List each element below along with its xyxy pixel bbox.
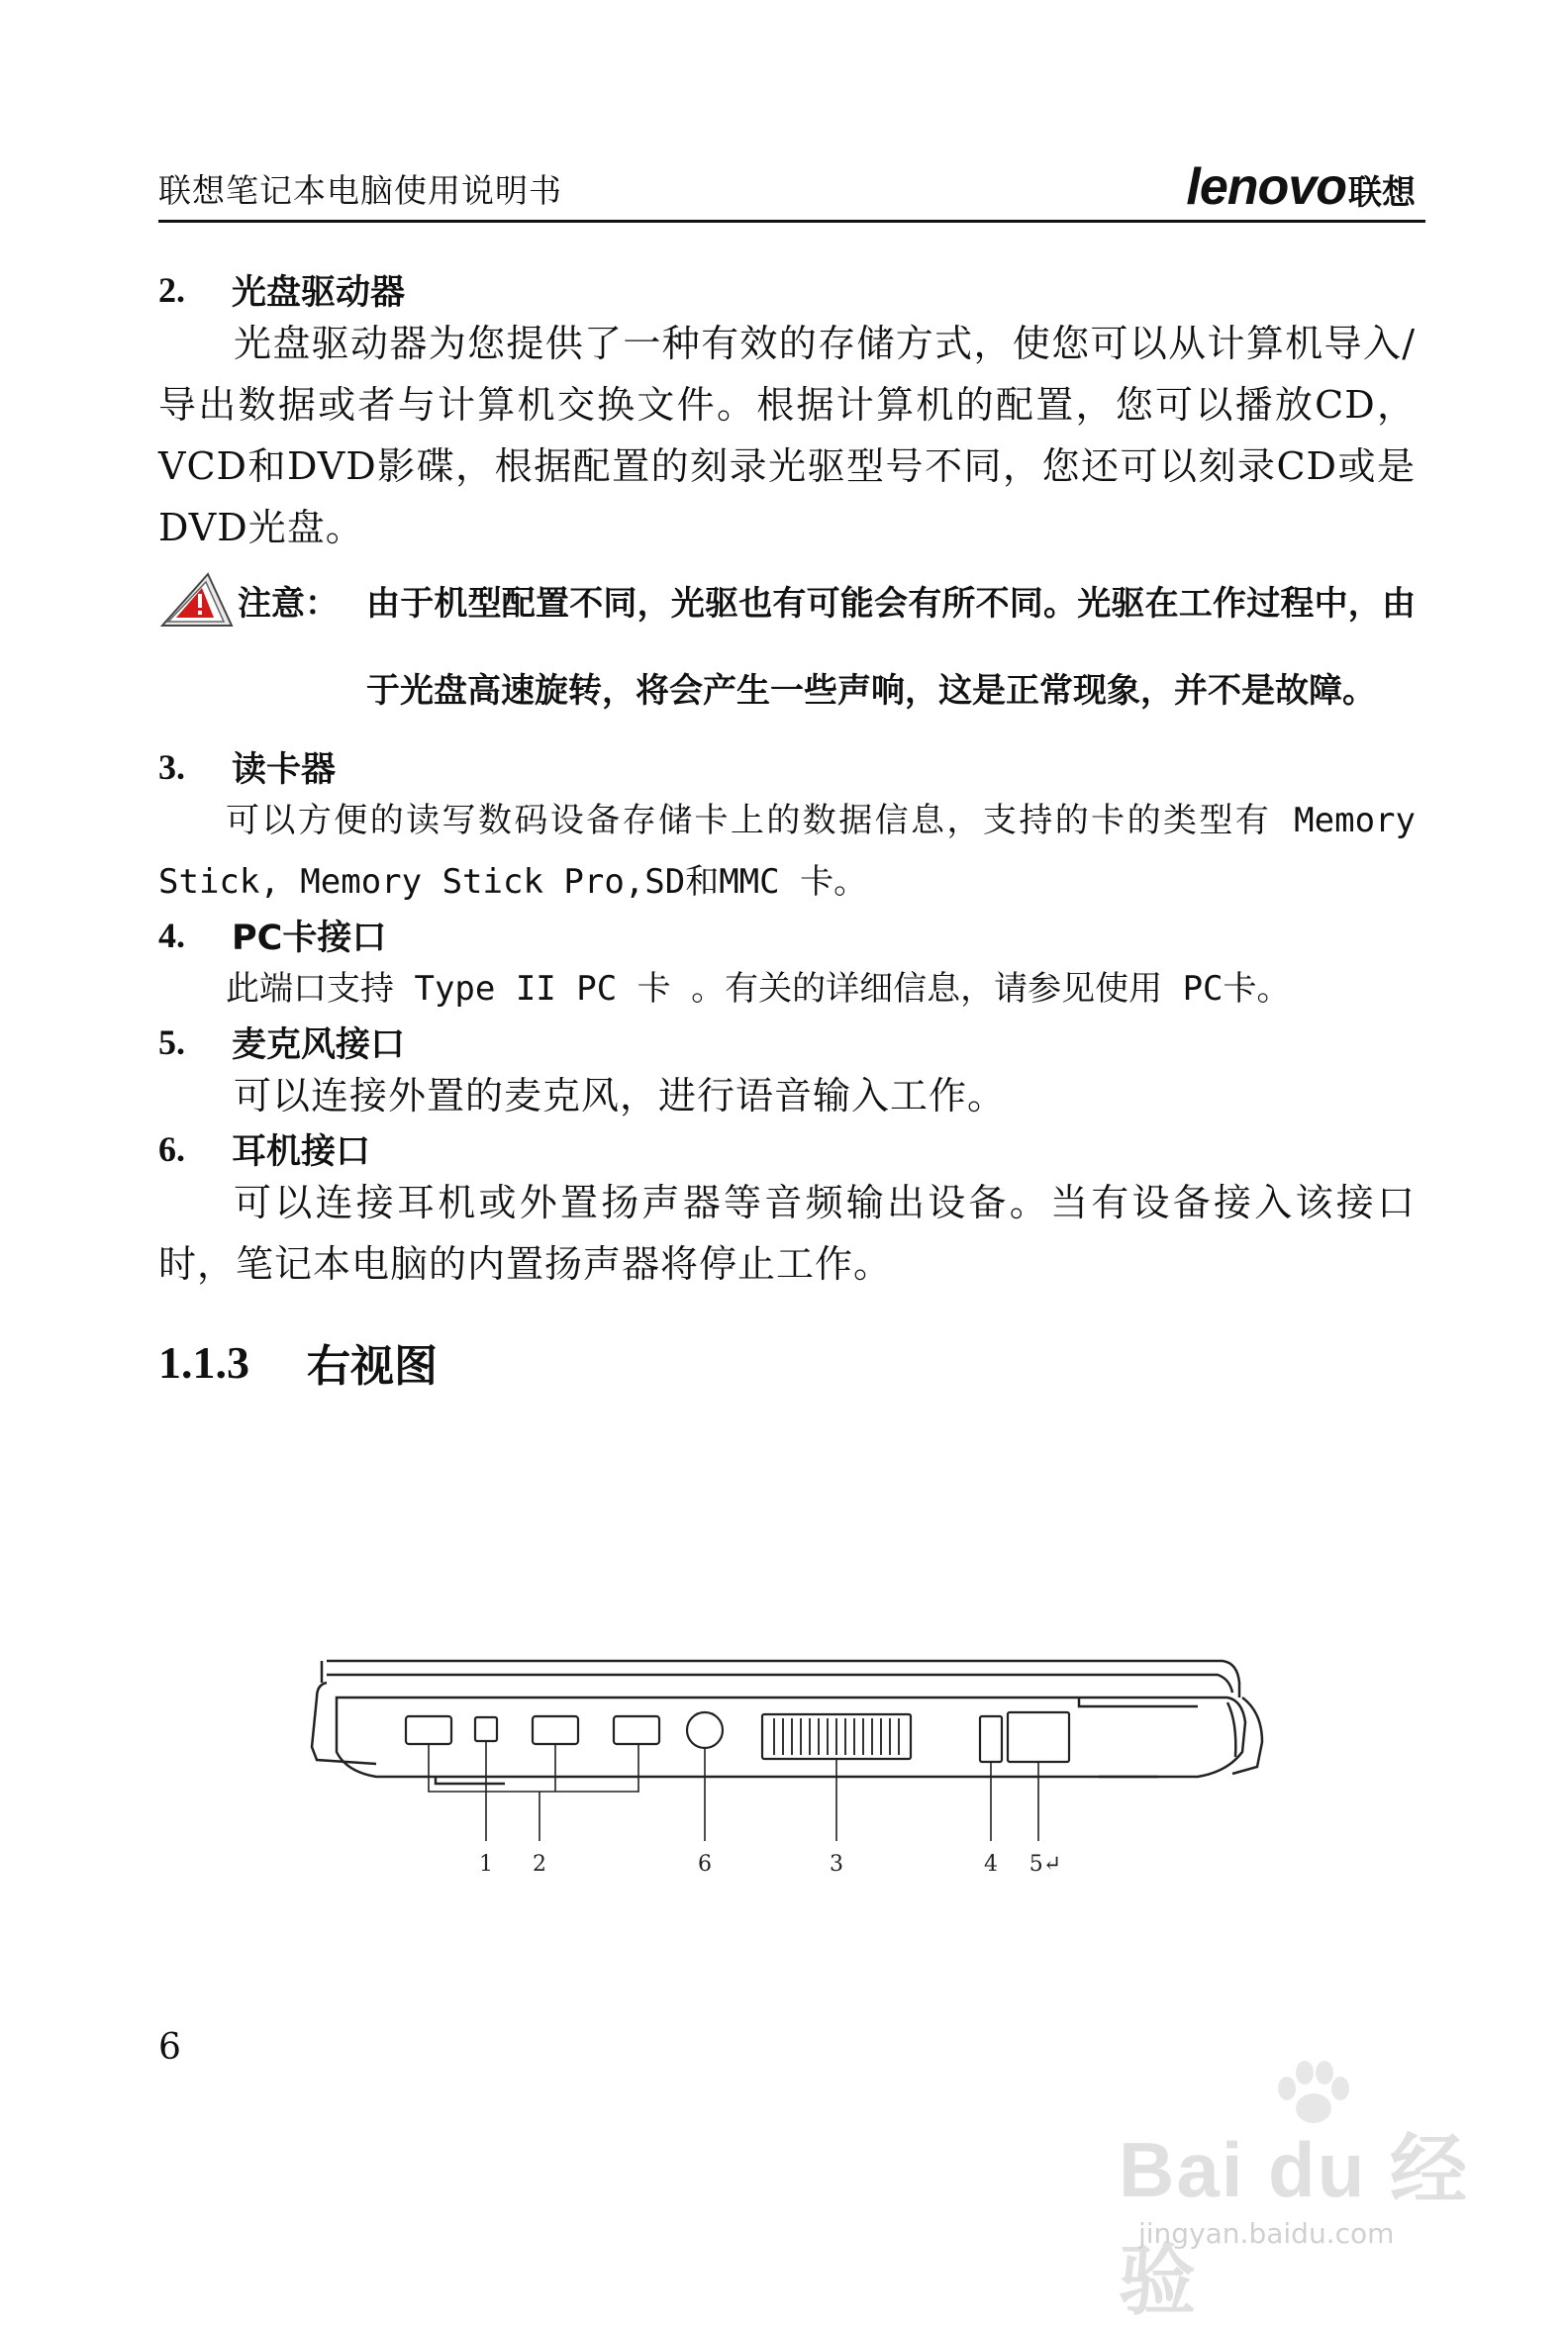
note-text: 由于机型配置不同，光驱也有可能会有所不同。光驱在工作过程中，由于光盘高速旋转，将会产生一些声响，这是正常现象，并不是故障。: [366, 584, 1416, 711]
note-label: 注意：: [238, 584, 339, 624]
callout-label: 1: [479, 1852, 493, 1877]
section-body: 光盘驱动器为您提供了一种有效的存储方式，使您可以从计算机导入/导出数据或者与计算机交换文件。根据计算机的配置，您可以播放CD，VCD和DVD影碟，根据配置的刻录光驱型号不同，您还可以刻录CD或是DVD光盘。: [158, 322, 1416, 549]
logo-brand-cn: 联想: [1348, 173, 1416, 213]
modem-port: [980, 1716, 1002, 1762]
callout-lines: [429, 1741, 1038, 1841]
section-title: PC卡接口: [232, 919, 387, 958]
section-heading: [158, 267, 1416, 313]
warning-note: [158, 574, 1416, 734]
section-body: 可以连接耳机或外置扬声器等音频输出设备。当有设备接入该接口时，笔记本电脑的内置扬声器将停止工作。: [158, 1181, 1416, 1286]
section-title: 读卡器: [232, 750, 337, 790]
callout-label: 2: [533, 1852, 546, 1877]
power-jack: [687, 1712, 723, 1748]
section-body: 可以连接外置的麦克风，进行语音输入工作。: [234, 1074, 1007, 1117]
section-number: 4.: [158, 916, 185, 955]
baidu-watermark: [1109, 2059, 1505, 2324]
logo-brand: lenovo: [1186, 158, 1346, 216]
usb-port-3: [614, 1716, 659, 1744]
lan-port: [1008, 1712, 1069, 1762]
page-number: 6: [158, 2027, 181, 2068]
port-group: [406, 1712, 1069, 1762]
subsection-title: 右视图: [307, 1341, 438, 1392]
section-number: 5.: [158, 1022, 185, 1062]
section-heading: [158, 913, 1416, 958]
section-title: 麦克风接口: [232, 1025, 406, 1065]
callout-label: 3: [830, 1852, 843, 1877]
usb-port-1: [406, 1716, 451, 1744]
section-number: 3.: [158, 747, 185, 787]
section-body: 可以方便的读写数码设备存储卡上的数据信息，支持的卡的类型有 Memory Stick, Memory Stick Pro,SD和MMC 卡。: [158, 801, 1416, 902]
callout-label: 5↵: [1029, 1852, 1062, 1877]
callout-labels: [479, 1852, 1061, 1877]
page-header: [158, 156, 1425, 223]
section-heading: [158, 1126, 1416, 1172]
section-title: 光盘驱动器: [232, 273, 406, 313]
lenovo-logo: [1186, 158, 1416, 216]
section-title: 耳机接口: [232, 1132, 371, 1172]
subsection-heading: [158, 1330, 1416, 1394]
section-body: 此端口支持 Type II PC 卡 。有关的详细信息，请参见使用 PC卡。: [226, 969, 1291, 1009]
section-number: 6.: [158, 1129, 185, 1169]
page-content: [158, 267, 1416, 1394]
section-heading: [158, 744, 1416, 790]
section-heading: [158, 1019, 1416, 1065]
firewire-port: [475, 1717, 497, 1741]
warning-icon: [158, 570, 236, 630]
usb-port-2: [533, 1716, 578, 1744]
watermark-brand: Bai du 经验: [1119, 2126, 1470, 2324]
section-number: 2.: [158, 270, 185, 310]
manual-title: 联想笔记本电脑使用说明书: [158, 171, 562, 210]
watermark-url: jingyan.baidu.com: [1138, 2217, 1395, 2250]
vent-slats: [774, 1718, 899, 1755]
laptop-right-view-diagram: [287, 1643, 1277, 1900]
callout-label: 4: [984, 1852, 998, 1877]
subsection-number: 1.1.3: [158, 1336, 249, 1388]
callout-label: 6: [698, 1852, 712, 1877]
